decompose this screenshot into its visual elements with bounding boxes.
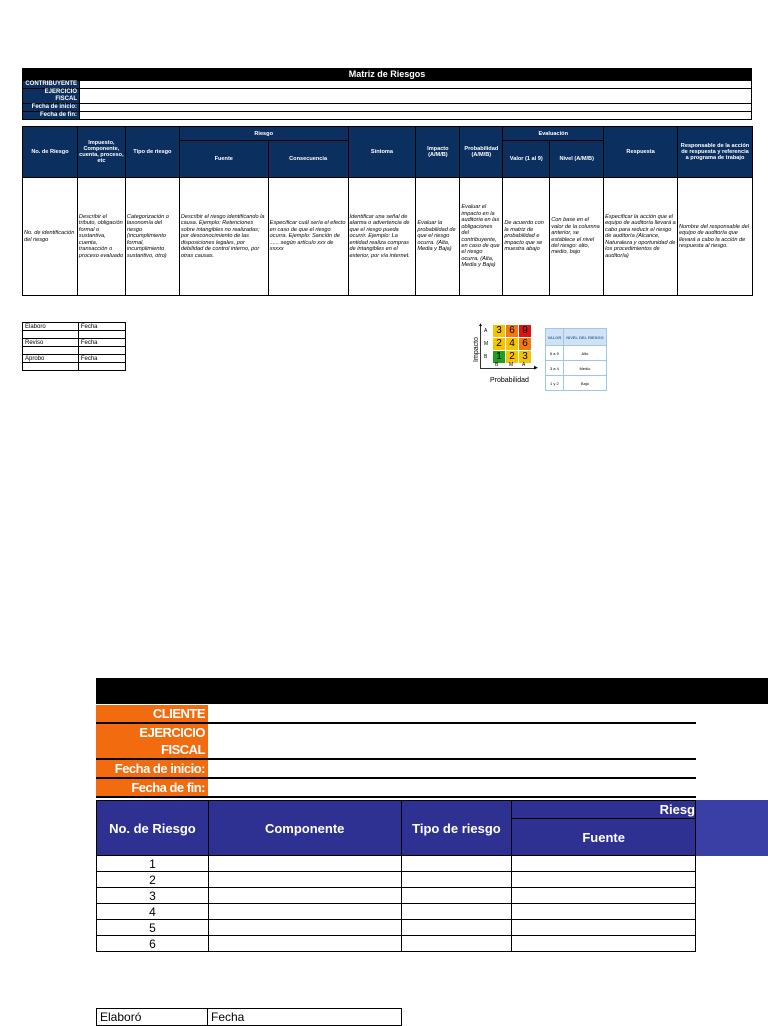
meta-label: CONTRIBUYENTE <box>23 81 80 89</box>
top-signature-table <box>22 322 126 371</box>
bottom-risk-table <box>96 800 696 952</box>
meta-value[interactable] <box>208 723 696 759</box>
heatmap-cell: 1 <box>493 351 505 363</box>
cell-probabilidad[interactable]: Evaluar el impacto en la auditoria en las obligaciones del contribuyente, en caso de que el riesgo ocurra. (Alta, Media y Baja) <box>460 178 503 296</box>
sig-label: Elaboro <box>23 323 79 331</box>
sig-fecha: Fecha <box>78 355 125 363</box>
sig-label: Reviso <box>23 339 79 347</box>
header-respuesta: Respuesta <box>604 127 678 178</box>
cell-fuente[interactable]: Describir el riesgo identificando la causa. Ejemplo: Retenciones sobre intangibles no realizadas; por desconocimiento de las disposiciones legales, por debilidad de control interno, por otras causas. <box>179 178 268 296</box>
cell-tipo[interactable] <box>401 920 512 936</box>
sig-blank[interactable] <box>78 331 125 339</box>
meta-label: EJERCICIO FISCAL <box>96 723 208 759</box>
heatmap-y-tick: B <box>484 354 488 360</box>
header-no-riesgo: No. de Riesgo <box>23 127 78 178</box>
heatmap-x-axis-line <box>480 368 536 369</box>
cell-componente[interactable] <box>208 888 401 904</box>
cell-no-riesgo[interactable]: No. de identificación del riesgo <box>23 178 78 296</box>
heatmap-y-tick: M <box>484 341 489 347</box>
heatmap-x-tick: M <box>509 362 514 368</box>
bottom-signature-table <box>96 1008 402 1026</box>
cell-fuente[interactable] <box>512 904 696 920</box>
meta-value[interactable] <box>80 112 752 120</box>
arrow-up-icon: ▲ <box>478 322 483 328</box>
cell-fuente[interactable] <box>512 920 696 936</box>
sig-label: Elaboró <box>97 1009 208 1026</box>
sig-fecha: Fecha <box>78 323 125 331</box>
cell-componente[interactable] <box>208 920 401 936</box>
nivel-riesgo-table <box>545 328 607 391</box>
heatmap-cell: 3 <box>519 351 531 363</box>
cell-responsable[interactable]: Nombre del responsable del equipo de auditoría que llevará a cabo la acción de respuesta al riesgo. <box>678 178 753 296</box>
heatmap-y-axis-line <box>480 324 481 368</box>
risk-matrix-table <box>22 126 753 296</box>
row-number: 5 <box>97 920 209 936</box>
heatmap-x-tick: B <box>495 362 499 368</box>
cell-valor[interactable]: De acuerdo con la matriz de probabilidad e impacto que se muestra abajo <box>503 178 550 296</box>
sig-blank[interactable] <box>78 363 125 371</box>
sig-blank[interactable] <box>78 347 125 355</box>
meta-value[interactable] <box>80 89 752 104</box>
nivel-nivel: Medio <box>563 361 606 376</box>
sig-fecha: Fecha <box>208 1009 402 1026</box>
header-evaluacion: Evaluación <box>503 127 604 141</box>
header-tipo: Tipo de riesgo <box>125 127 179 178</box>
impact-probability-heatmap <box>470 324 540 390</box>
header-riesgo: Riesgo <box>179 127 348 141</box>
nivel-nivel: Bajo <box>563 376 606 391</box>
sig-blank[interactable] <box>23 363 79 371</box>
meta-label: Fecha de fin: <box>23 112 80 120</box>
cell-tipo[interactable] <box>401 872 512 888</box>
meta-label: Fecha de inicio: <box>96 759 208 778</box>
nivel-valor: 1 y 2 <box>546 376 564 391</box>
header-nivel: Nivel (A/M/B) <box>550 141 604 178</box>
meta-value[interactable] <box>208 759 696 778</box>
heatmap-y-tick: A <box>484 328 488 334</box>
cell-componente[interactable] <box>208 856 401 872</box>
header-overflow <box>696 800 768 856</box>
header-fuente: Fuente <box>179 141 268 178</box>
row-number: 3 <box>97 888 209 904</box>
cell-respuesta[interactable]: Especificar la acción que el equipo de auditoría llevará a cabo para reducir el riesgo de auditoría (Alcance, Naturaleza y oportunidad de los procedimientos de auditoría) <box>604 178 678 296</box>
cell-nivel[interactable]: Con base en el valor de la columna anterior, se establece el nivel del riesgo: alto, medio, bajo <box>550 178 604 296</box>
meta-label: CLIENTE <box>96 705 208 723</box>
sig-fecha: Fecha <box>78 339 125 347</box>
row-number: 1 <box>97 856 209 872</box>
header-consecuencia: Consecuencia <box>268 141 348 178</box>
cell-fuente[interactable] <box>512 856 696 872</box>
heatmap-cell: 9 <box>519 325 531 337</box>
header-tipo: Tipo de riesgo <box>401 801 512 856</box>
nivel-valor: 6 a 9 <box>546 346 564 361</box>
heatmap-cell: 6 <box>506 325 518 337</box>
heatmap-x-axis-label: Probabilidad <box>490 377 529 384</box>
cell-componente[interactable] <box>208 936 401 952</box>
cell-consecuencia[interactable]: Especificar cuál sería el efecto en caso de que el riesgo ocurra. Ejemplo: Sanción de ...... según artículo xxx de xxxxx <box>268 178 348 296</box>
arrow-right-icon: ▶ <box>534 365 538 371</box>
cell-tipo[interactable] <box>401 888 512 904</box>
heatmap-cell: 2 <box>506 351 518 363</box>
meta-label: EJERCICIO FISCAL <box>23 89 80 104</box>
bottom-title-bar <box>96 678 768 704</box>
header-impuesto: Impuesto, Componente, cuenta, proceso, etc <box>77 127 125 178</box>
header-probabilidad: Probabilidad (A/M/B) <box>460 127 503 178</box>
header-componente: Componente <box>208 801 401 856</box>
meta-label: Fecha de fin: <box>96 778 208 797</box>
cell-componente[interactable] <box>208 872 401 888</box>
cell-componente[interactable] <box>208 904 401 920</box>
header-sintoma: Síntoma <box>348 127 416 178</box>
meta-value[interactable] <box>208 778 696 797</box>
meta-label: Fecha de inicio: <box>23 104 80 112</box>
cell-fuente[interactable] <box>512 936 696 952</box>
meta-value[interactable] <box>208 705 696 723</box>
cell-fuente[interactable] <box>512 888 696 904</box>
cell-tipo[interactable] <box>401 936 512 952</box>
header-riesgo: Riesg <box>512 801 696 819</box>
row-number: 2 <box>97 872 209 888</box>
cell-impacto[interactable]: Evaluar la probabilidad de que el riesgo ocurra. (Alta, Media y Baja) <box>416 178 460 296</box>
meta-value[interactable] <box>80 104 752 112</box>
top-meta-table <box>22 80 752 120</box>
cell-impuesto[interactable]: Describir el tributo, obligación formal o sustantiva, cuenta, transacción o proceso evaluado <box>77 178 125 296</box>
cell-sintoma[interactable]: Identificar una señal de alarma o advertencia de que el riesgo pueda ocurrir. Ejemplo: La entidad realiza compras de intangibles en el exterior, por vía internet. <box>348 178 416 296</box>
cell-tipo[interactable]: Categorización o taxonomía del riesgo (incumplimiento formal, incumplimiento sustantivo, otro) <box>125 178 179 296</box>
header-valor: Valor (1 al 9) <box>503 141 550 178</box>
header-fuente: Fuente <box>512 819 696 856</box>
nivel-valor: 3 a 4 <box>546 361 564 376</box>
heatmap-cell: 2 <box>493 338 505 350</box>
nivel-header: NIVEL DEL RIESGO <box>563 329 606 346</box>
bottom-meta-table <box>96 705 696 798</box>
header-impacto: Impacto (A/M/B) <box>416 127 460 178</box>
sig-label: Aprobo <box>23 355 79 363</box>
nivel-nivel: Alto <box>563 346 606 361</box>
heatmap-cell: 3 <box>493 325 505 337</box>
heatmap-y-axis-label: Impacto <box>472 337 480 362</box>
heatmap-cell: 6 <box>519 338 531 350</box>
heatmap-cell: 4 <box>506 338 518 350</box>
matrix-title: Matriz de Riesgos <box>22 68 752 80</box>
cell-tipo[interactable] <box>401 856 512 872</box>
row-number: 4 <box>97 904 209 920</box>
sig-blank[interactable] <box>23 331 79 339</box>
header-no-riesgo: No. de Riesgo <box>97 801 209 856</box>
sig-blank[interactable] <box>23 347 79 355</box>
row-number: 6 <box>97 936 209 952</box>
meta-value[interactable] <box>80 81 752 89</box>
header-responsable: Responsable de la acción de respuesta y referencia a programa de trabajo <box>678 127 753 178</box>
cell-fuente[interactable] <box>512 872 696 888</box>
nivel-header: VALOR <box>546 329 564 346</box>
heatmap-x-tick: A <box>522 362 526 368</box>
cell-tipo[interactable] <box>401 904 512 920</box>
